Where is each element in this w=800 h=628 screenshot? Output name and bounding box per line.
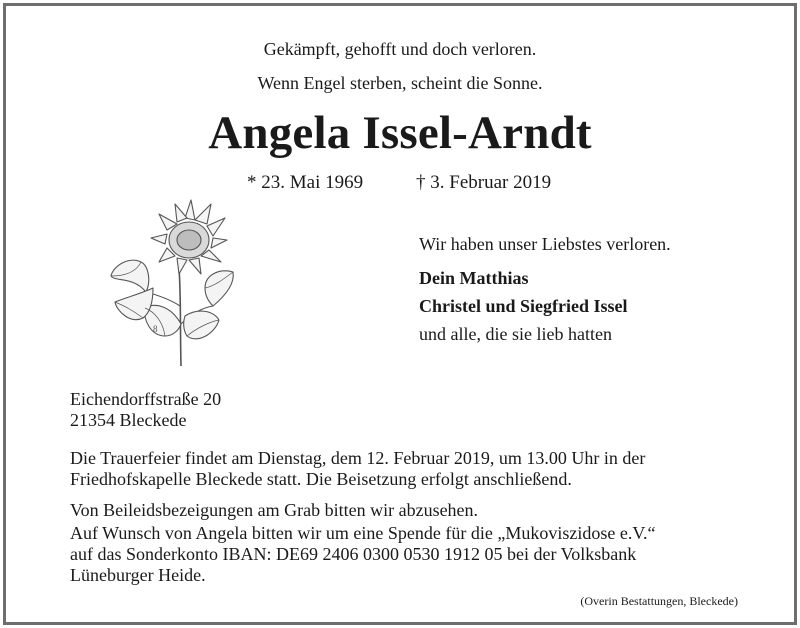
deceased-name: Angela Issel-Arndt <box>208 107 592 159</box>
paragraph-line: Lüneburger Heide. <box>70 565 206 585</box>
funeral-home-credit: (Overin Bestattungen, Bleckede) <box>580 594 738 608</box>
paragraph-line: Friedhofskapelle Bleckede statt. Die Beisetzung erfolgt anschließend. <box>70 469 572 489</box>
quote-line-2: Wenn Engel sterben, scheint die Sonne. <box>257 73 543 93</box>
family-intro: Wir haben unser Liebstes verloren. <box>419 234 671 254</box>
paragraph-line: Auf Wunsch von Angela bitten wir um eine Spende für die „Mukoviszidose e.V.“ <box>70 523 656 543</box>
paragraph-line: Die Trauerfeier findet am Dienstag, dem 12. Februar 2019, um 13.00 Uhr in der <box>70 448 646 468</box>
obituary-card <box>3 3 797 625</box>
paragraph-line: auf das Sonderkonto IBAN: DE69 2406 0300 0530 1912 05 bei der Volksbank <box>70 544 637 564</box>
paragraph-line: Von Beileidsbezeigungen am Grab bitten wir abzusehen. <box>70 500 479 520</box>
family-outro: und alle, die sie lieb hatten <box>419 324 612 344</box>
birth-date: * 23. Mai 1969 <box>247 172 364 193</box>
artist-signature: 8 <box>153 324 158 334</box>
sunflower-drawing-icon <box>101 196 251 371</box>
paragraph-funeral <box>70 448 645 490</box>
death-date: † 3. Februar 2019 <box>416 172 552 193</box>
paragraph-condolence <box>70 500 478 521</box>
address-street: Eichendorffstraße 20 <box>70 389 222 409</box>
address-city: 21354 Bleckede <box>70 410 187 430</box>
paragraph-donation <box>70 523 656 586</box>
quote-line-1: Gekämpft, gehofft und doch verloren. <box>263 39 537 59</box>
family-name-2: Christel und Siegfried Issel <box>419 296 628 316</box>
family-name-1: Dein Matthias <box>419 268 529 288</box>
